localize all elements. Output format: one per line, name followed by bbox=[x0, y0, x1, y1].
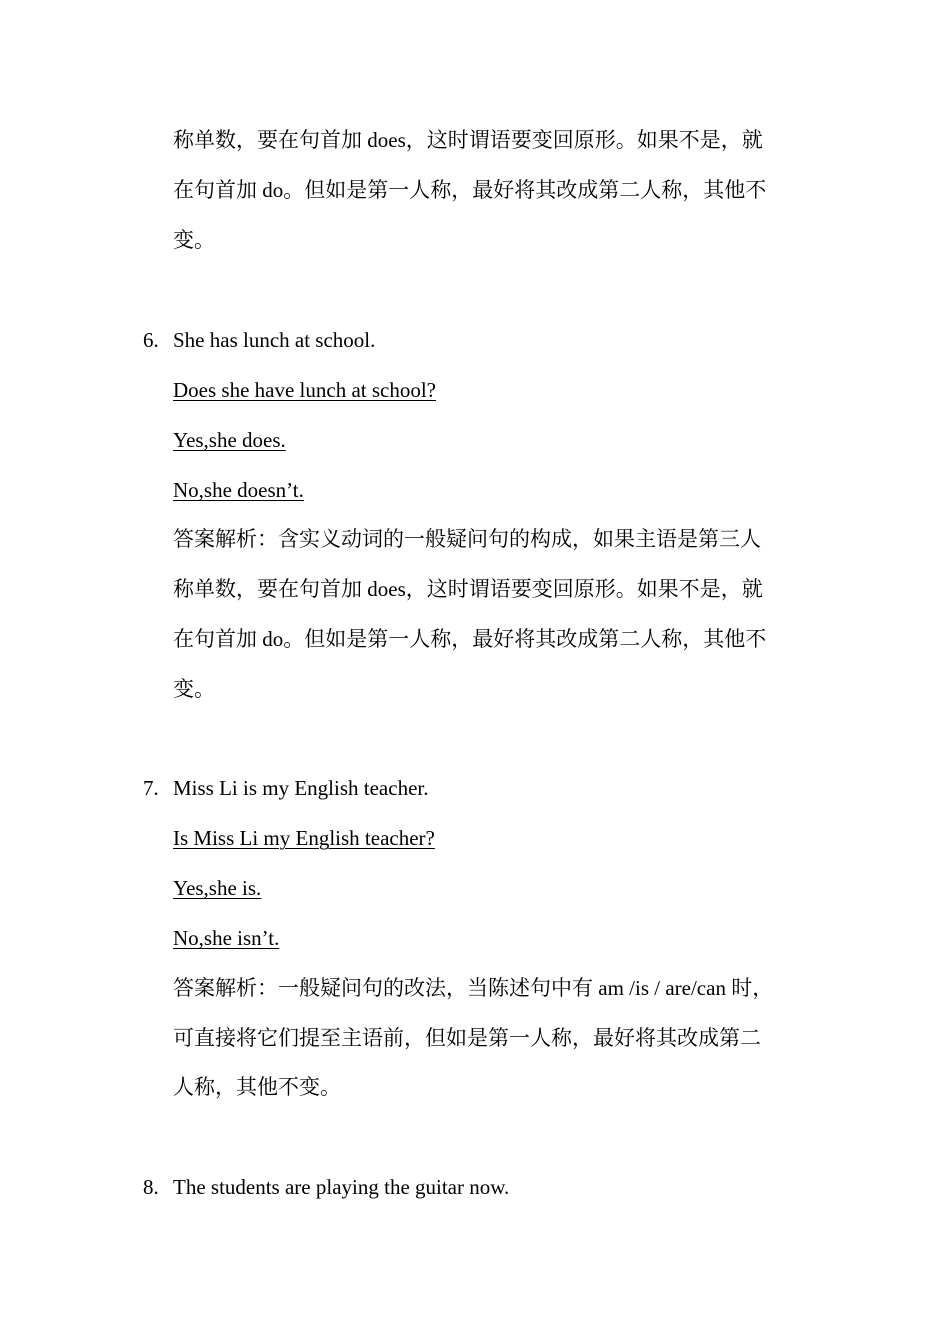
explanation-line: 在句首加 do。但如是第一人称，最好将其改成第二人称，其他不 bbox=[173, 627, 767, 651]
answer-yes: Yes,she does. bbox=[173, 428, 286, 452]
question-number: 8. bbox=[143, 1175, 159, 1199]
answer-question: Is Miss Li my English teacher? bbox=[173, 826, 435, 850]
answer-question: Does she have lunch at school? bbox=[173, 378, 437, 402]
question-number: 6. bbox=[143, 328, 159, 352]
question-sentence: The students are playing the guitar now. bbox=[173, 1175, 510, 1199]
question-sentence: Miss Li is my English teacher. bbox=[173, 776, 429, 800]
question-number: 7. bbox=[143, 776, 159, 800]
explanation-line: 答案解析：一般疑问句的改法，当陈述句中有 am /is / are/can 时， bbox=[173, 976, 774, 1000]
explanation-line: 变。 bbox=[173, 677, 215, 701]
explanation-line: 称单数，要在句首加 does，这时谓语要变回原形。如果不是，就 bbox=[173, 128, 763, 152]
answer-no: No,she doesn’t. bbox=[173, 478, 304, 502]
explanation-line: 称单数，要在句首加 does，这时谓语要变回原形。如果不是，就 bbox=[173, 577, 763, 601]
question-sentence: She has lunch at school. bbox=[173, 328, 376, 352]
answer-yes: Yes,she is. bbox=[173, 876, 262, 900]
explanation-line: 可直接将它们提至主语前，但如是第一人称，最好将其改成第二 bbox=[173, 1026, 761, 1050]
explanation-line: 变。 bbox=[173, 228, 215, 252]
explanation-line: 答案解析：含实义动词的一般疑问句的构成，如果主语是第三人 bbox=[173, 527, 761, 551]
answer-no: No,she isn’t. bbox=[173, 926, 280, 950]
explanation-line: 在句首加 do。但如是第一人称，最好将其改成第二人称，其他不 bbox=[173, 178, 767, 202]
explanation-line: 人称，其他不变。 bbox=[173, 1075, 341, 1099]
